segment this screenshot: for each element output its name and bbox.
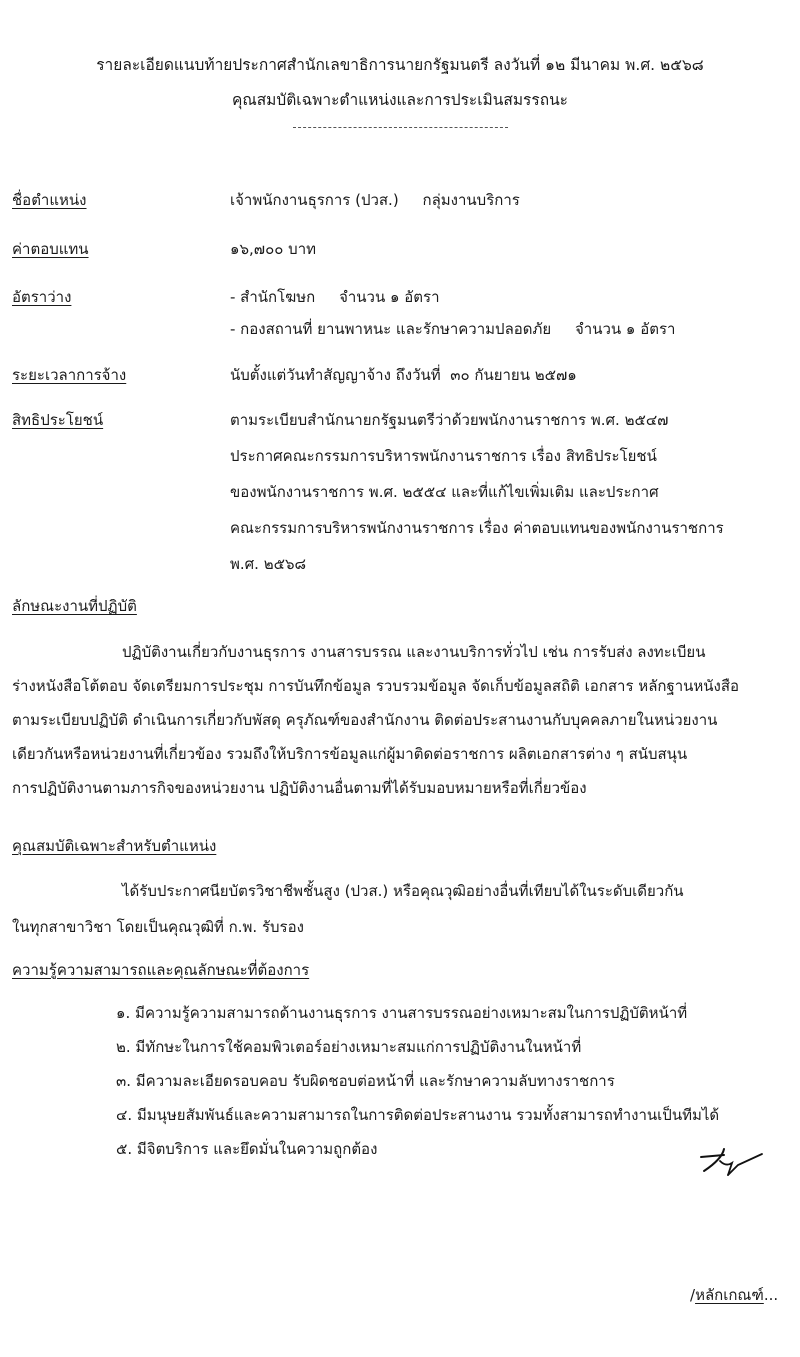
job-description-line: ตามระเบียบปฏิบัติ ดำเนินการเกี่ยวกับพัสดุ ครุภัณฑ์ของสำนักงาน ติดต่อประสานงานกับบุคคลภายในหน่วยงาน (12, 711, 718, 729)
competency-item: ๑. มีความรู้ความสามารถด้านงานธุรการ งานสารบรรณอย่างเหมาะสมในการปฏิบัติหน้าที่ (116, 1004, 688, 1022)
vacancy-item: - กองสถานที่ ยานพาหนะ และรักษาความปลอดภัย จำนวน ๑ อัตรา (230, 320, 676, 338)
document-title-line2: คุณสมบัติเฉพาะตำแหน่งและการประเมินสมรรถนะ (231, 91, 569, 109)
competency-item: ๓. มีความละเอียดรอบคอบ รับผิดชอบต่อหน้าที่ และรักษาความลับทางราชการ (116, 1072, 615, 1090)
field-label-benefits: สิทธิประโยชน์ (12, 411, 104, 429)
next-page-slash: / (690, 1286, 696, 1304)
benefits-line: ของพนักงานราชการ พ.ศ. ๒๕๕๔ และที่แก้ไขเพิ่มเติม และประกาศ (230, 483, 659, 501)
field-label-compensation: ค่าตอบแทน (12, 240, 89, 258)
header-separator (293, 127, 508, 128)
benefits-line: คณะกรรมการบริหารพนักงานราชการ เรื่อง ค่าตอบแทนของพนักงานราชการ (230, 519, 724, 537)
qualification-line: ได้รับประกาศนียบัตรวิชาชีพชั้นสูง (ปวส.) หรือคุณวุฒิอย่างอื่นที่เทียบได้ในระดับเดียวกัน (122, 882, 684, 900)
section-heading-qualifications: คุณสมบัติเฉพาะสำหรับตำแหน่ง (12, 837, 217, 855)
next-page-label: หลักเกณฑ์ (695, 1286, 764, 1304)
section-heading-job-description: ลักษณะงานที่ปฏิบัติ (12, 597, 137, 615)
signature-mark-icon (698, 1145, 768, 1177)
competency-item: ๕. มีจิตบริการ และยึดมั่นในความถูกต้อง (116, 1140, 378, 1158)
job-description-line: เดียวกันหรือหน่วยงานที่เกี่ยวข้อง รวมถึงให้บริการข้อมูลแก่ผู้มาติดต่อราชการ ผลิตเอกสารต่าง ๆ สนับสนุน (12, 745, 688, 763)
benefits-line: พ.ศ. ๒๕๖๘ (230, 555, 307, 573)
field-value-position: เจ้าพนักงานธุรการ (ปวส.) กลุ่มงานบริการ (230, 191, 520, 209)
vacancy-item: - สำนักโฆษก จำนวน ๑ อัตรา (230, 288, 440, 306)
next-page-ellipsis: ... (763, 1286, 779, 1304)
job-description-line: ร่างหนังสือโต้ตอบ จัดเตรียมการประชุม การบันทึกข้อมูล รวบรวมข้อมูล จัดเก็บข้อมูลสถิติ เอกสาร หลักฐานหนังสือ (12, 677, 740, 695)
competency-item: ๒. มีทักษะในการใช้คอมพิวเตอร์อย่างเหมาะสมแก่การปฏิบัติงานในหน้าที่ (116, 1038, 582, 1056)
job-description-line: ปฏิบัติงานเกี่ยวกับงานธุรการ งานสารบรรณ และงานบริการทั่วไป เช่น การรับส่ง ลงทะเบียน (122, 643, 706, 661)
benefits-line: ประกาศคณะกรรมการบริหารพนักงานราชการ เรื่อง สิทธิประโยชน์ (230, 447, 657, 465)
next-page-reference (690, 1283, 778, 1307)
competency-item: ๔. มีมนุษยสัมพันธ์และความสามารถในการติดต่อประสานงาน รวมทั้งสามารถทำงานเป็นทีมได้ (116, 1106, 720, 1124)
field-value-employment-period: นับตั้งแต่วันทำสัญญาจ้าง ถึงวันที่ ๓๐ กันยายน ๒๕๗๑ (230, 366, 577, 384)
field-label-vacancies: อัตราว่าง (12, 288, 72, 306)
field-label-employment-period: ระยะเวลาการจ้าง (12, 366, 127, 384)
field-value-compensation: ๑๖,๗๐๐ บาท (230, 240, 317, 258)
field-label-position: ชื่อตำแหน่ง (12, 191, 87, 209)
job-description-line: การปฏิบัติงานตามภารกิจของหน่วยงาน ปฏิบัติงานอื่นตามที่ได้รับมอบหมายหรือที่เกี่ยวข้อง (12, 779, 587, 797)
benefits-line: ตามระเบียบสำนักนายกรัฐมนตรีว่าด้วยพนักงานราชการ พ.ศ. ๒๕๔๗ (230, 411, 669, 429)
document-title-line1: รายละเอียดแนบท้ายประกาศสำนักเลขาธิการนายกรัฐมนตรี ลงวันที่ ๑๒ มีนาคม พ.ศ. ๒๕๖๘ (96, 56, 704, 74)
qualification-line: ในทุกสาขาวิชา โดยเป็นคุณวุฒิที่ ก.พ. รับรอง (12, 918, 304, 936)
section-heading-competencies: ความรู้ความสามารถและคุณลักษณะที่ต้องการ (12, 961, 310, 979)
